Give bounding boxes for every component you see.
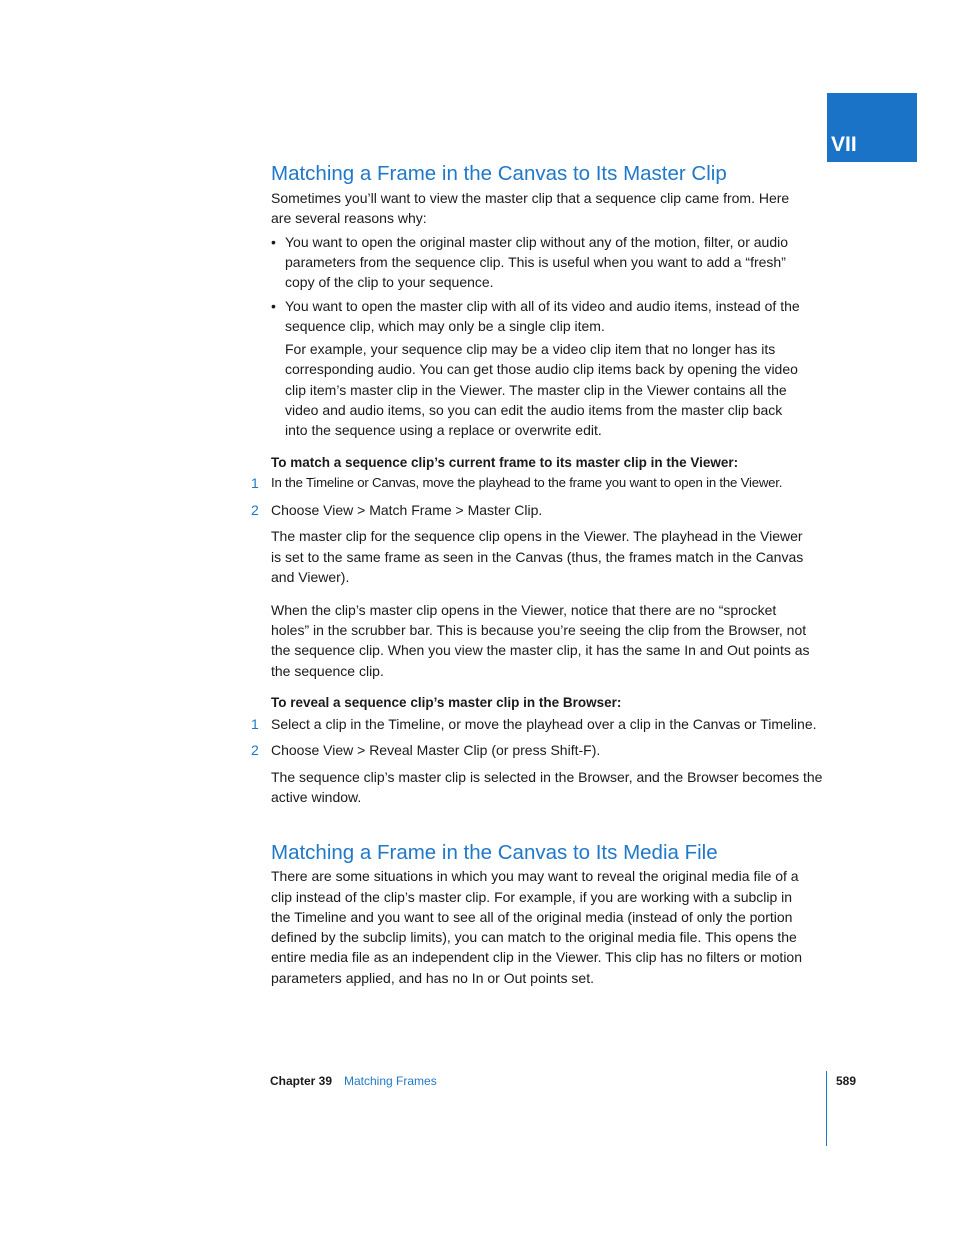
result-line-2: is set to the same frame as seen in the Canvas (thus, the frames match in the Canvas (271, 549, 804, 565)
step-number: 2 (251, 742, 259, 758)
body-line-2: clip instead of the clip’s master clip. For example, if you are working with a subclip in (271, 889, 793, 905)
followup-line-3: clip item’s master clip in the Viewer. The master clip in the Viewer contains all the (285, 382, 787, 398)
step-text: Select a clip in the Timeline, or move the playhead over a clip in the Canvas or Timeline. (271, 716, 817, 732)
intro-line-2: are several reasons why: (271, 210, 427, 226)
section-heading-media-file: Matching a Frame in the Canvas to Its Media File (271, 841, 718, 864)
task-title-viewer: To match a sequence clip’s current frame to its master clip in the Viewer: (271, 455, 739, 470)
part-tab: VII (827, 93, 917, 162)
page-number: 589 (836, 1074, 857, 1088)
body-line-3: the Timeline and you want to see all of the original media (instead of only the portion (271, 909, 793, 925)
note-line-2: holes” in the scrubber bar. This is because you’re seeing the clip from the Browser, not (271, 622, 807, 638)
bullet-marker: • (271, 298, 276, 314)
note-line-4: the sequence clip. (271, 663, 384, 679)
body-line-5: entire media file as an independent clip in the Viewer. This clip has no filters or motion (271, 949, 803, 965)
body-line-4: defined by the subclip limits), you can match to the original media file. This opens the (271, 929, 797, 945)
body-line-6: parameters applied, and has no In or Out points set. (271, 970, 594, 986)
footer-chapter-title: Matching Frames (344, 1074, 437, 1088)
bullet-1-line-3: copy of the clip to your sequence. (285, 274, 494, 290)
step-text: Choose View > Match Frame > Master Clip. (271, 502, 543, 518)
step-text: Choose View > Reveal Master Clip (or press Shift-F). (271, 742, 601, 758)
bullet-2-line-2: sequence clip, which may only be a single clip item. (285, 318, 605, 334)
result2-line-2: active window. (271, 789, 362, 805)
body-line-1: There are some situations in which you may want to reveal the original media file of a (271, 868, 799, 884)
bullet-marker: • (271, 234, 276, 250)
step-number: 1 (251, 475, 259, 491)
footer-chapter-label: Chapter 39 (270, 1074, 333, 1088)
bullet-2-line-1: You want to open the master clip with all of its video and audio items, instead of the (285, 298, 800, 314)
section-heading-master-clip: Matching a Frame in the Canvas to Its Master Clip (271, 162, 727, 185)
note-line-1: When the clip’s master clip opens in the Viewer, notice that there are no “sprocket (271, 602, 777, 618)
result-line-1: The master clip for the sequence clip opens in the Viewer. The playhead in the Viewer (271, 528, 803, 544)
followup-line-1: For example, your sequence clip may be a video clip item that no longer has its (285, 341, 776, 357)
note-line-3: the sequence clip. When you view the master clip, it has the same In and Out points as (271, 642, 810, 658)
result2-line-1: The sequence clip’s master clip is selected in the Browser, and the Browser becomes the (271, 769, 823, 785)
followup-line-2: corresponding audio. You can get those audio clip items back by opening the video (285, 361, 798, 377)
footer-divider (826, 1071, 827, 1146)
step-number: 1 (251, 716, 259, 732)
intro-line-1: Sometimes you’ll want to view the master clip that a sequence clip came from. Here (271, 190, 790, 206)
followup-line-4: video and audio items, so you can edit the audio items from the master clip back (285, 402, 783, 418)
step-text: In the Timeline or Canvas, move the playhead to the frame you want to open in the Viewer. (271, 475, 783, 490)
bullet-1-line-2: parameters from the sequence clip. This is useful when you want to add a “fresh” (285, 254, 786, 270)
result-line-3: and Viewer). (271, 569, 350, 585)
step-number: 2 (251, 502, 259, 518)
task-title-browser: To reveal a sequence clip’s master clip in the Browser: (271, 695, 622, 710)
bullet-1-line-1: You want to open the original master clip without any of the motion, filter, or audio (285, 234, 789, 250)
followup-line-5: into the sequence using a replace or overwrite edit. (285, 422, 602, 438)
